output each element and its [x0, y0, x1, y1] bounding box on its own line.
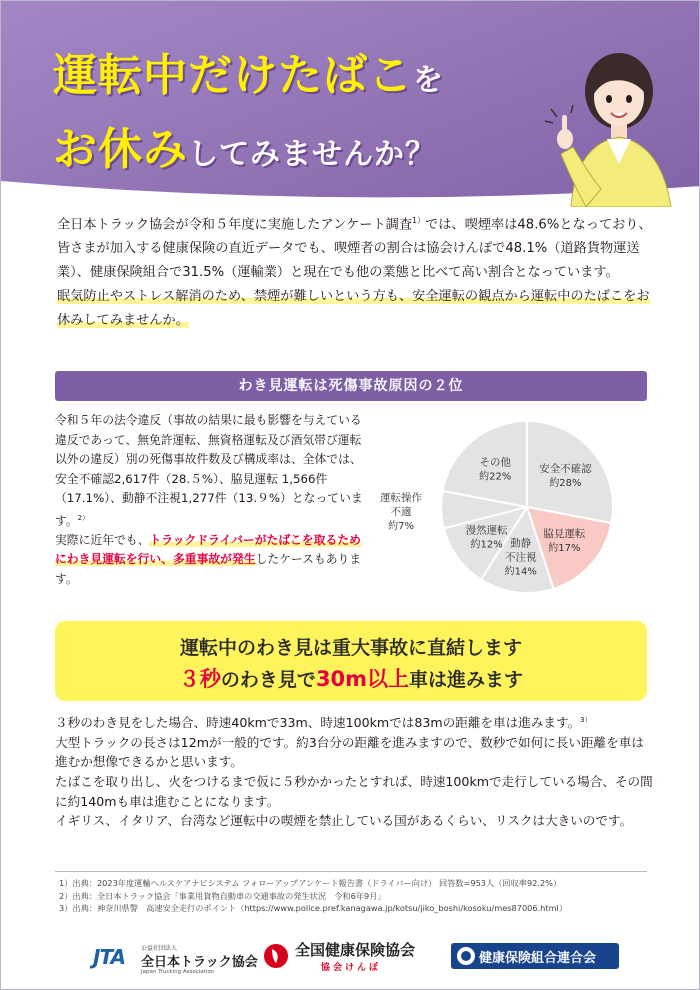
callout-red2: 30m以上 [315, 667, 410, 691]
intro-text-b: では、喫煙率は48.6%となっており、皆さまが加入する健康保険の直近データでも、喫煙者の割合は協会けんぽで48.1%（道路貨物運送業）、健康保険組合で31.5%（運輸業）と現在でも他の業態と比べて高い割合となっています。 [57, 217, 652, 281]
jta-en: Japan Trucking Association [141, 969, 215, 975]
kyokai-kenpo-logo [263, 937, 433, 981]
body-p2: 大型トラックの長さは12mが一般的です。約3台分の距離を進みますので、数秒で如何に長い距離を車は進むか想像できるかと思います。 [55, 734, 644, 770]
pie-value-label: 約17% [548, 542, 581, 554]
kyokai-kenpo-icon [263, 941, 289, 971]
body-p4: イギリス、イタリア、台湾など運転中の喫煙を禁止している国があるくらい、リスクは大きいのです。 [55, 813, 633, 829]
body-p3: たばこを取り出し、火をつけるまで仮に５秒かかったとすれば、時速100kmで走行している場合、その間に約140mも車は進むことになります。 [55, 773, 653, 809]
body-p1: ３秒のわき見をした場合、時速40kmで33m、時速100kmでは83mの距離を車は進みます。 [55, 715, 581, 731]
section-text-red: トラックドライバーがたばこを取るためにわき見運転を行い、多重事故が発生 [55, 532, 361, 567]
kenporen-icon [457, 947, 475, 965]
callout-red1: ３秒 [178, 667, 221, 691]
title-line2 [53, 113, 436, 177]
section-heading: わき見運転は死傷事故原因の２位 [55, 371, 647, 401]
pie-category-label: 運転操作 [380, 491, 423, 504]
jta-name: 全日本トラック協会 [141, 955, 258, 970]
title-line1-suffix: を [413, 63, 444, 98]
jta-mark: JTA [93, 945, 126, 969]
section-ref: 2） [77, 513, 90, 522]
note-2: 2）出典：全日本トラック協会「事業用貨物自動車の交通事故の発生状況 令和6年9月」 [59, 890, 386, 901]
intro-paragraph [57, 209, 657, 333]
pie-value-label: 約12% [470, 539, 503, 551]
notes-divider [55, 871, 647, 872]
body-paragraphs [55, 711, 655, 831]
title-line1 [53, 39, 444, 103]
title-line1-main: 運転中だけたばこ [53, 50, 413, 101]
pie-chart [377, 419, 627, 599]
intro-highlight: 眠気防止やストレス解消のため、禁煙が難しいという方も、安全運転の観点から運転中のたばこをお休みしてみませんか。 [57, 289, 650, 329]
intro-ref: 1） [412, 216, 426, 225]
callout-mid: のわき見で [220, 669, 316, 691]
pie-value-label: 約28% [549, 478, 582, 490]
kyokai-kenpo-sub: 協会けんぽ [321, 963, 382, 973]
section-text [55, 411, 365, 589]
pie-category-label: 脇見運転 [543, 527, 586, 540]
pie-category-label: その他 [479, 456, 511, 469]
header-banner [1, 1, 700, 201]
pie-category-label: 不適 [390, 505, 412, 518]
callout-line1: 運転中のわき見は重大事故に直結します [179, 637, 522, 659]
pie-category-label: 漫然運転 [465, 524, 508, 537]
pie-value-label: 約14% [504, 566, 537, 578]
body-ref: 3） [580, 716, 592, 724]
pie-category-label: 安全不確認 [539, 463, 592, 476]
section-text-a: 令和５年の法令違反（事故の結果に最も影響を与えている違反であって、無免許運転、無資格運転及び酒気帯び運転以外の違反）別の死傷事故件数及び構成率は、全体では、安全不確認2,617件（28.５%）、脇見運転 1,566件（17.1%）、動静不注視1,277件（13.９%）となっています。 [55, 413, 363, 528]
title-box [43, 35, 563, 175]
kenporen-name: 健康保険組合連合会 [479, 951, 597, 966]
title-line2-suffix: してみませんか？ [188, 137, 436, 172]
section-text-b: 実際に近年でも、 [55, 532, 150, 547]
title-line2-main: お休み [53, 124, 188, 175]
source-notes [59, 877, 659, 915]
intro-text-a: 全日本トラック協会が令和５年度に実施したアンケート調査 [57, 217, 413, 233]
callout-line2 [55, 663, 647, 693]
callout-box [55, 621, 647, 701]
pie-svg [377, 419, 627, 599]
jta-small: 公益社団法人 [141, 945, 178, 952]
logo-row [1, 935, 700, 985]
jta-logo [93, 941, 258, 981]
note-3: 3）出典：神奈川県警 高速安全走行のポイント（https://www.police.pref.kanagawa.jp/kotsu/jiko_boshi/kosoku/mes87006.html） [59, 903, 568, 913]
note-1: 1）出典：2023年度運輸ヘルスケアナビシステム フォローアップアンケート報告書（ドライバー向け） 回答数=953人（回収率92.2%） [59, 878, 562, 888]
pie-category-label: 動静 [510, 537, 532, 550]
pie-value-label: 約22% [479, 471, 512, 483]
section-text-c: したケースもあります。 [55, 552, 362, 586]
callout-end: 車は進みます [409, 669, 524, 691]
woman-illustration [531, 39, 681, 207]
pie-category-label: 不注視 [504, 551, 537, 564]
kyokai-kenpo-name: 全国健康保険協会 [295, 941, 416, 959]
kenporen-logo [451, 943, 619, 969]
pie-value-label: 約7% [388, 520, 414, 532]
